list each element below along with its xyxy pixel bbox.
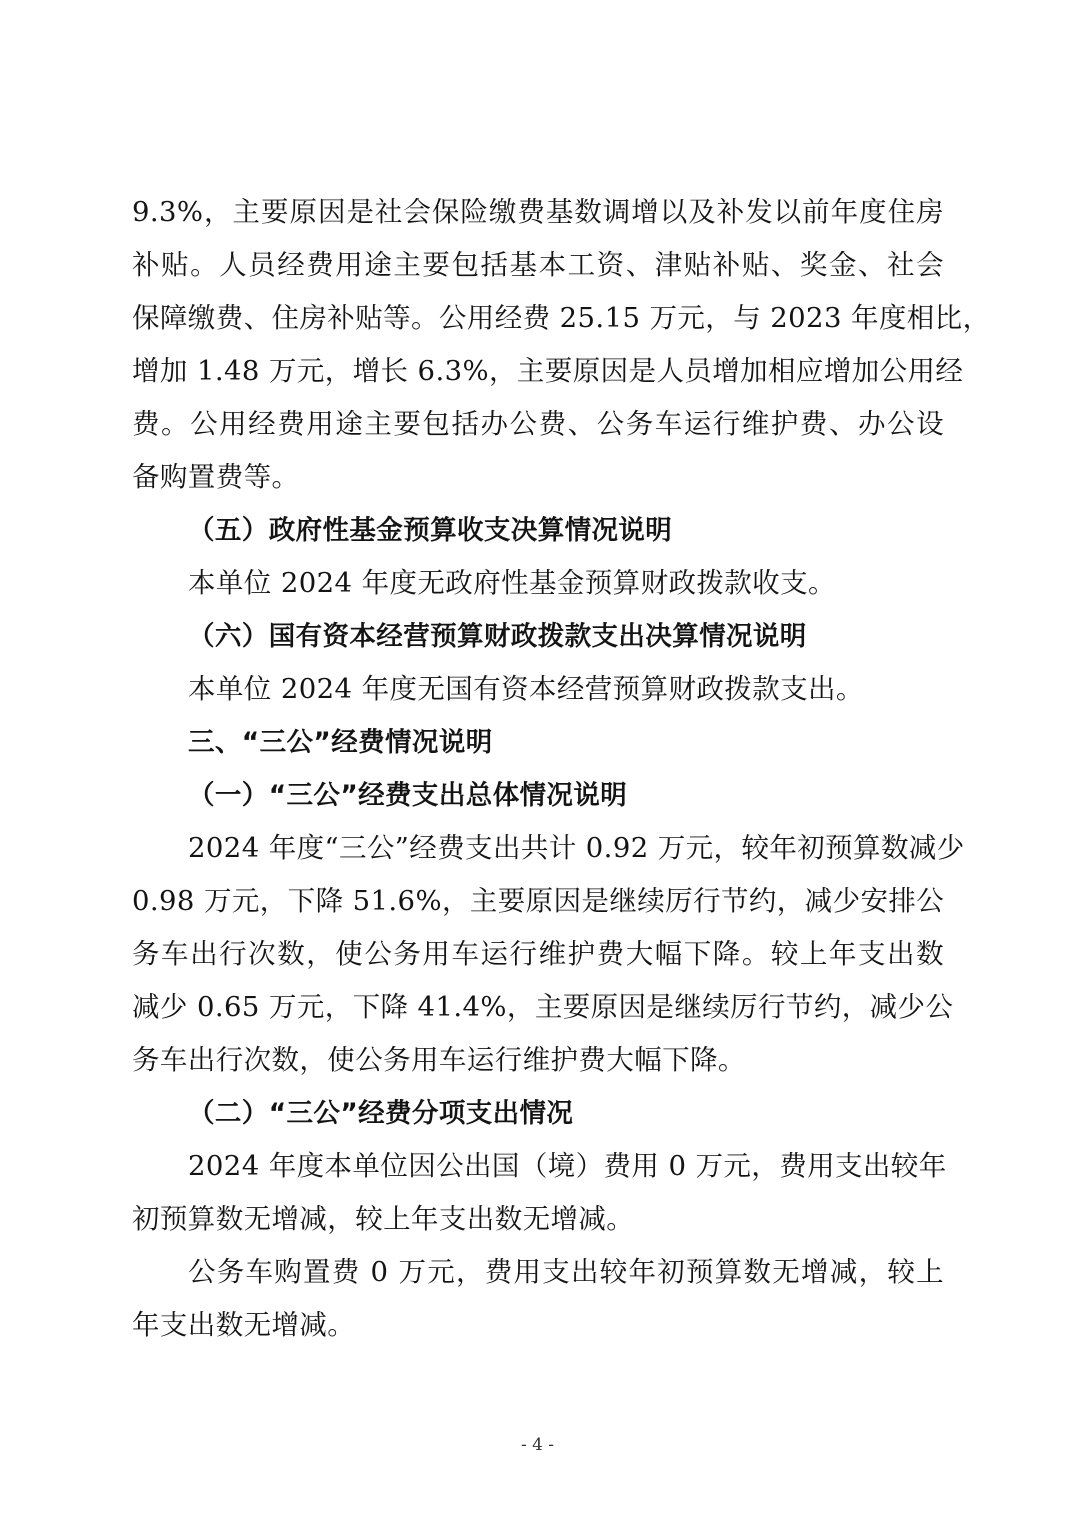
paragraph-line: 年支出数无增减。 — [132, 1309, 356, 1341]
section-heading: （二）“三公”经费分项支出情况 — [188, 1098, 574, 1129]
paragraph-line: 备购置费等。 — [132, 461, 300, 493]
chapter-heading: 三、“三公”经费情况说明 — [188, 727, 493, 758]
paragraph-line: 初预算数无增减，较上年支出数无增减。 — [132, 1203, 635, 1235]
page-number: - 4 - — [520, 1435, 555, 1455]
section-heading: （六）国有资本经营预算财政拨款支出决算情况说明 — [188, 621, 807, 652]
paragraph-line: 本单位 2024 年度无政府性基金预算财政拨款收支。 — [188, 567, 836, 599]
paragraph-line: 增加 1.48 万元，增长 6.3%，主要原因是人员增加相应增加公用经 — [132, 355, 964, 387]
paragraph-line: 减少 0.65 万元，下降 41.4%，主要原因是继续厉行节约，减少公 — [132, 991, 954, 1023]
paragraph-line: 0.98 万元，下降 51.6%，主要原因是继续厉行节约，减少安排公 — [132, 885, 945, 917]
paragraph-line: 本单位 2024 年度无国有资本经营预算财政拨款支出。 — [188, 673, 864, 705]
paragraph-line: 保障缴费、住房补贴等。公用经费 25.15 万元，与 2023 年度相比， — [132, 302, 991, 334]
paragraph-line: 9.3%，主要原因是社会保险缴费基数调增以及补发以前年度住房 — [132, 196, 944, 228]
paragraph-line: 费。公用经费用途主要包括办公费、公务车运行维护费、办公设 — [132, 408, 944, 440]
section-heading: （一）“三公”经费支出总体情况说明 — [188, 780, 628, 811]
paragraph-line: 补贴。人员经费用途主要包括基本工资、津贴补贴、奖金、社会 — [132, 249, 944, 281]
section-heading: （五）政府性基金预算收支决算情况说明 — [188, 515, 673, 546]
paragraph-line: 2024 年度本单位因公出国（境）费用 0 万元，费用支出较年 — [188, 1150, 947, 1182]
paragraph-line: 务车出行次数，使公务用车运行维护费大幅下降。较上年支出数 — [132, 938, 944, 970]
paragraph-line: 2024 年度“三公”经费支出共计 0.92 万元，较年初预算数减少 — [188, 832, 965, 864]
document-body — [132, 186, 991, 1352]
paragraph-line: 公务车购置费 0 万元，费用支出较年初预算数无增减，较上 — [188, 1256, 944, 1288]
paragraph-line: 务车出行次数，使公务用车运行维护费大幅下降。 — [132, 1044, 746, 1076]
